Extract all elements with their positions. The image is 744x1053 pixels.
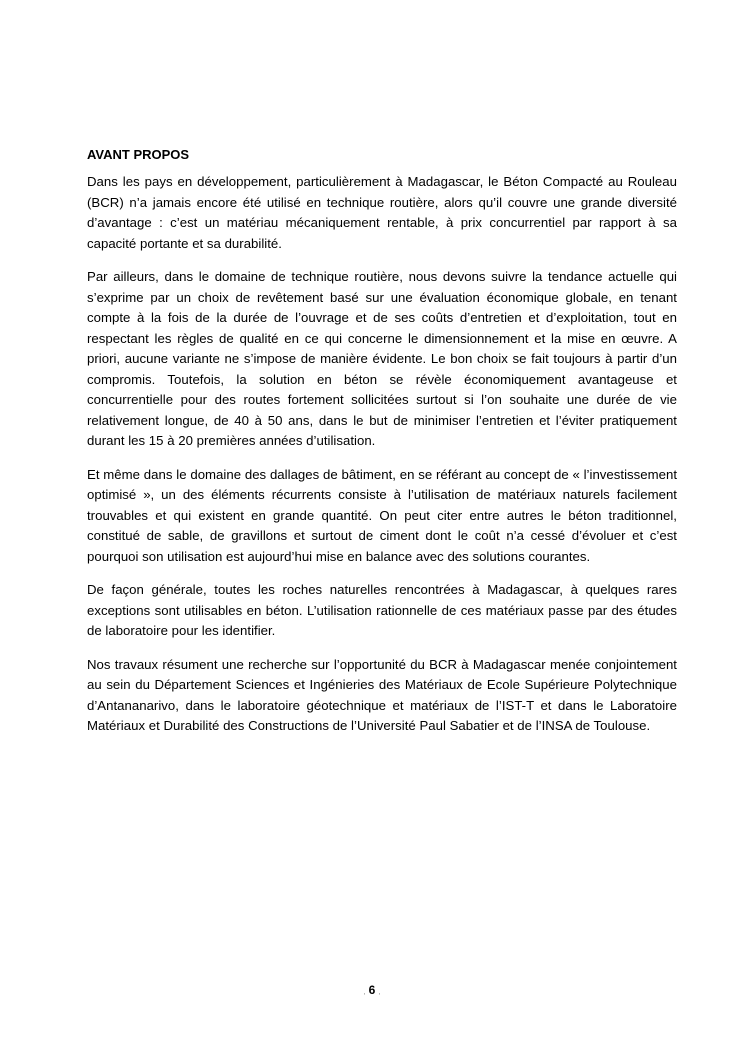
paragraph-3: Et même dans le domaine des dallages de bâtiment, en se référant au concept de « l’investissement optimisé », un des éléments récurrents consiste à l’utilisation de matériaux naturels facilement trouvables et qui existent en grande quantité. On peut citer entre autres le béton traditionnel, constitué de sable, de gravillons et surtout de ciment dont le coût n’a cessé d’évoluer et c’est pourquoi son utilisation est aujourd’hui mise en balance avec des solutions courantes. bbox=[87, 466, 677, 564]
footer-mark-right-icon: , bbox=[378, 987, 381, 996]
footer-mark-left-icon: , bbox=[363, 987, 366, 996]
paragraph-4: De façon générale, toutes les roches naturelles rencontrées à Madagascar, à quelques rares exceptions sont utilisables en béton. L’utilisation rationnelle de ces matériaux passe par des études de laboratoire pour les identifier. bbox=[87, 582, 677, 638]
paragraph-2: Par ailleurs, dans le domaine de technique routière, nous devons suivre la tendance actuelle qui s’exprime par un choix de revêtement basé sur une évaluation économique globale, en tenant compte à la fois de la durée de l’ouvrage et de ses coûts d’entretien et d’exploitation, tout en respectant les règles de qualité en ce qui concerne le dimensionnement et la mise en œuvre. A priori, aucune variante ne s’impose de manière évidente. Le bon choix se fait toujours à partir d’un compromis. Toutefois, la solution en béton se révèle économiquement avantageuse et concurrentielle pour des routes fortement sollicitées surtout si l’on souhaite une durée de vie relativement longue, de 40 à 50 ans, dans le but de minimiser l’entretien et l’éviter pratiquement durant les 15 à 20 premières années d’utilisation. bbox=[87, 269, 677, 448]
page-number-footer bbox=[0, 982, 744, 1000]
page-number: 6 bbox=[368, 983, 376, 997]
paragraph-1: Dans les pays en développement, particulièrement à Madagascar, le Béton Compacté au Rouleau (BCR) n’a jamais encore été utilisé en technique routière, alors qu’il couvre une grande diversité d’avantage : c’est un matériau mécaniquement rentable, à prix concurrentiel par rapport à sa capacité portante et sa durabilité. bbox=[87, 174, 677, 251]
document-body bbox=[87, 145, 677, 750]
section-heading: AVANT PROPOS bbox=[87, 147, 190, 162]
paragraph-5: Nos travaux résument une recherche sur l’opportunité du BCR à Madagascar menée conjointement au sein du Département Sciences et Ingénieries des Matériaux de Ecole Supérieure Polytechnique d’Antananarivo, dans le laboratoire géotechnique et matériaux de l’IST-T et dans le Laboratoire Matériaux et Durabilité des Constructions de l’Université Paul Sabatier et de l’INSA de Toulouse. bbox=[87, 656, 677, 733]
